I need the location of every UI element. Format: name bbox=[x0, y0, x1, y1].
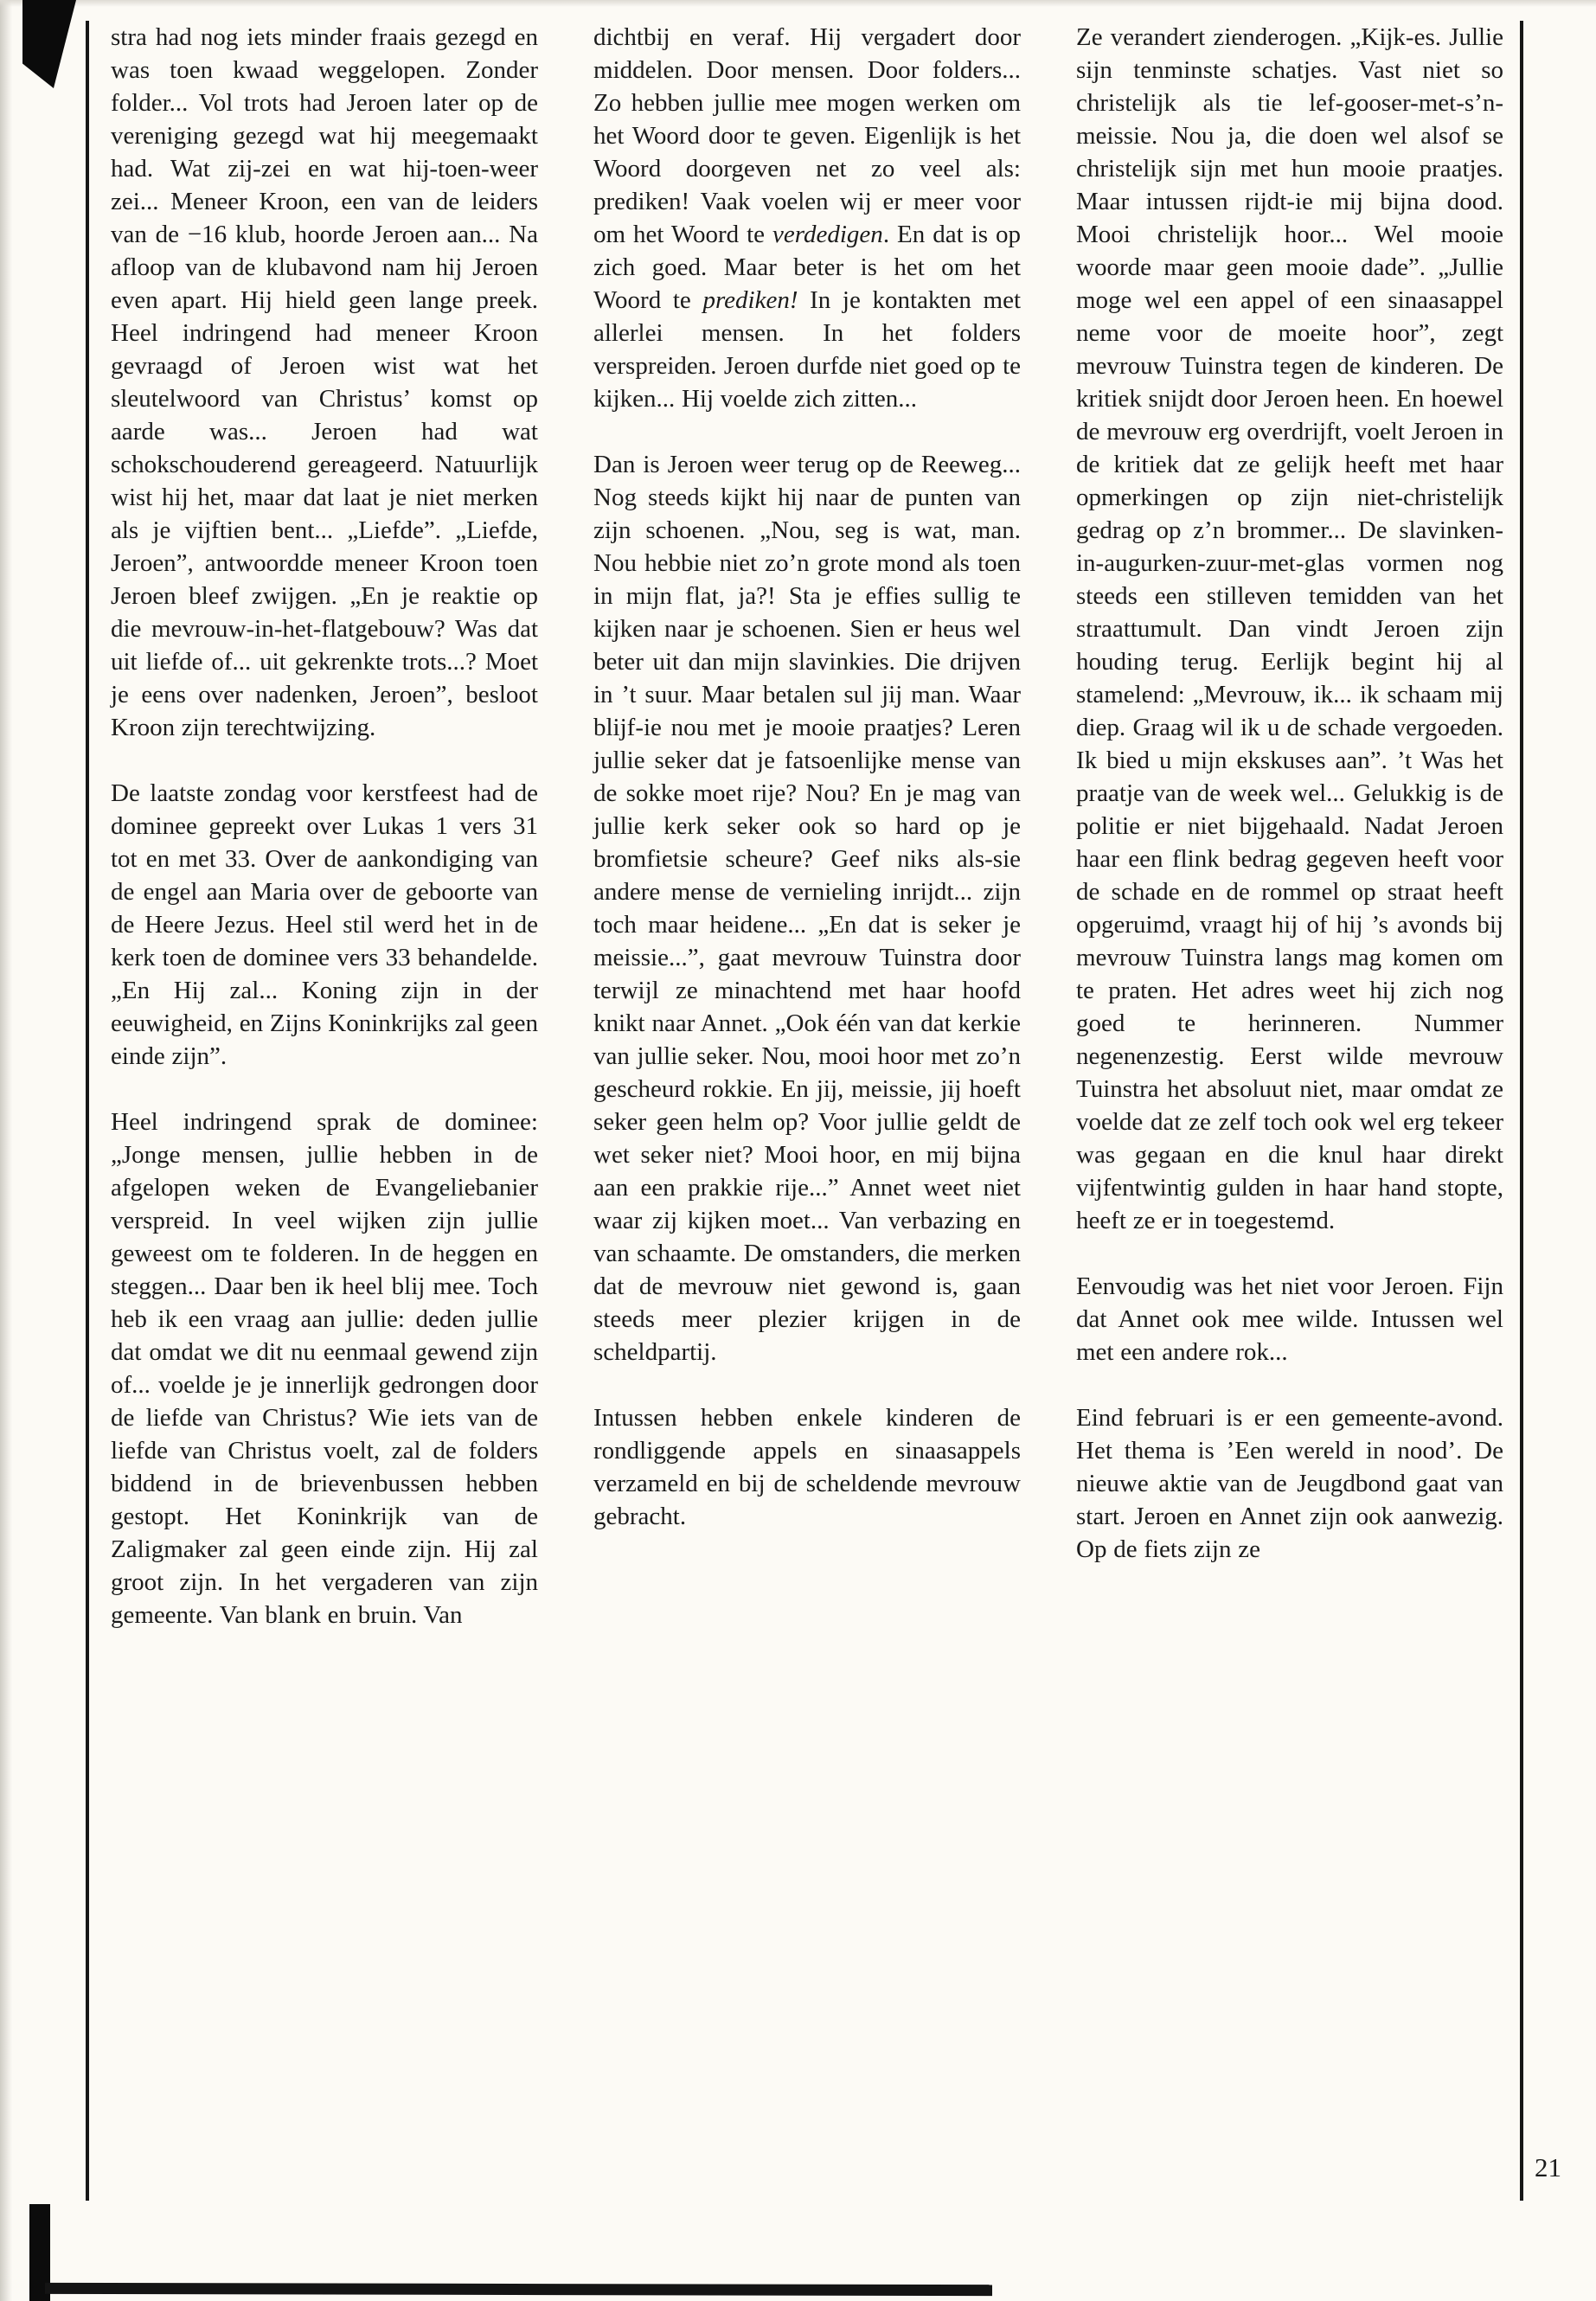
paragraph: stra had nog iets minder fraais gezegd en was toen kwaad weggelopen. Zonder folder... Vol trots had Jeroen later op de vereniging gezegd wat hij meegemaakt had. Wat zij-zei en wat hij-toen-weer zei... Meneer Kroon, een van de leiders van de −16 klub, hoorde Jeroen aan... Na afloop van de klubavond nam hij Jeroen even apart. Hij hield geen lange preek. Heel indringend had meneer Kroon gevraagd of Jeroen wist wat het sleutelwoord van Christus’ komst op aarde was... Jeroen had wat schokschouderend gereageerd. Natuurlijk wist hij het, maar dat laat je niet merken als je vijftien bent... „Liefde”. „Liefde, Jeroen”, antwoordde meneer Kroon toen Jeroen bleef zwijgen. „En je reaktie op die mevrouw-in-het-flatgebouw? Was dat uit liefde of... uit gekrenkte trots...? Moet je eens over nadenken, Jeroen”, besloot Kroon zijn terechtwijzing. bbox=[111, 23, 538, 741]
paragraph: Ze verandert zienderogen. „Kijk-es. Jullie sijn tenminste schatjes. Vast niet so christelijk als tie lef-gooser-met-s’n-meissie. Nou ja, die doen wel alsof se christelijk sijn met hun mooie praatjes. Maar intussen rijdt-ie mij bijna dood. Mooi christelijk hoor... Wel mooie woorde maar geen mooie dade”. „Jullie moge wel een appel of een sinaasappel neme voor de moeite hoor”, zegt mevrouw Tuinstra tegen de kinderen. De kritiek snijdt door Jeroen heen. En hoewel de mevrouw erg overdrijft, voelt Jeroen in de kritiek dat ze gelijk heeft met haar opmerkingen op zijn niet-christelijk gedrag op z’n brommer... De slavinken-in-augurken-zuur-met-glas vormen nog steeds een stilleven temidden van het straattumult. Dan vindt Jeroen zijn houding terug. Eerlijk begint hij al stamelend: „Mevrouw, ik... ik schaam mij diep. Graag wil ik u de schade vergoeden. Ik bied u mijn ekskuses aan”. ’t Was het praatje van de week wel... Gelukkig is de politie er niet bijgehaald. Nadat Jeroen haar een flink bedrag gegeven heeft voor de schade en de rommel op straat heeft opgeruimd, vraagt hij of hij ’s avonds bij mevrouw Tuinstra langs mag komen om te praten. Het adres weet hij zich nog goed te herinneren. Nummer negenenzestig. Eerst wilde mevrouw Tuinstra het absoluut niet, maar omdat ze voelde dat ze zelf toch ook wel erg tekeer was gegaan en die knul haar direkt vijfentwintig gulden in haar hand stopte, heeft ze er in toegestemd. bbox=[1076, 23, 1503, 1234]
paragraph: dichtbij en veraf. Hij vergadert door middelen. Door mensen. Door folders... Zo hebben jullie mee mogen werken om het Woord door te geven. Eigenlijk is het Woord doorgeven net zo veel als: prediken! Vaak voelen wij er meer voor om het Woord te verdedigen. En dat is op zich goed. Maar beter is het om het Woord te prediken! In je kontakten met allerlei mensen. In het folders verspreiden. Jeroen durfde niet goed op te kijken... Hij voelde zich zitten... bbox=[593, 23, 1021, 413]
text-column-2 bbox=[593, 21, 1021, 1631]
text-column-1 bbox=[111, 21, 538, 1631]
paragraph: Intussen hebben enkele kinderen de rondliggende appels en sinaasappels verzameld en bij de scheldende mevrouw gebracht. bbox=[593, 1404, 1021, 1530]
text-columns bbox=[111, 21, 1505, 1631]
paragraph: Dan is Jeroen weer terug op de Reeweg... Nog steeds kijkt hij naar de punten van zijn schoenen. „Nou, seg is wat, man. Nou hebbie niet zo’n grote mond als toen in mijn flat, ja?! Sta je effies sullig te kijken naar je schoenen. Sien er heus wel beter uit dan mijn slavinkies. Die drijven in ’t suur. Maar betalen sul jij man. Waar blijf-ie nou met je mooie praatjes? Leren jullie seker dat je fatsoenlijke mense van de sokke moet rije? Nou? En je mag van jullie kerk seker ook so hard op je bromfietsie scheure? Geef niks als-sie andere mense de vernieling inrijdt... zijn toch maar heidene... „En dat is seker je meissie...”, gaat mevrouw Tuinstra door terwijl ze minachtend met haar hoofd knikt naar Annet. „Ook één van dat kerkie van jullie seker. Nou, mooi hoor met zo’n gescheurd rokkie. En jij, meissie, jij hoeft seker geen helm op? Voor jullie geldt de wet seker niet? Mooi hoor, en mij bijna aan een prakkie rije...” Annet weet niet waar zij kijken moet... Van verbazing en van schaamte. De omstanders, die merken dat de mevrouw niet gewond is, gaan steeds meer plezier krijgen in de scheldpartij. bbox=[593, 451, 1021, 1366]
left-vertical-rule bbox=[86, 21, 89, 2201]
page-number: 21 bbox=[1535, 2152, 1561, 2182]
scan-bottom-bar-artifact bbox=[45, 2283, 992, 2296]
paragraph: De laatste zondag voor kerstfeest had de dominee gepreekt over Lukas 1 vers 31 tot en met 33. Over de aankondiging van de engel aan Maria over de geboorte van de Heere Jezus. Heel stil werd het in de kerk toen de dominee vers 33 behandelde. „En Hij zal... Koning zijn in der eeuwigheid, en Zijns Koninkrijks zal geen einde zijn”. bbox=[111, 779, 538, 1070]
paragraph: Eenvoudig was het niet voor Jeroen. Fijn dat Annet ook mee wilde. Intussen wel met een andere rok... bbox=[1076, 1272, 1503, 1366]
scan-edge-shadow-top bbox=[0, 0, 1596, 7]
text-column-3 bbox=[1076, 21, 1503, 1631]
right-vertical-rule bbox=[1520, 21, 1523, 2201]
scan-edge-shadow-left bbox=[0, 0, 12, 2301]
paragraph: Eind februari is er een gemeente-avond. Het thema is ’Een wereld in nood’. De nieuwe aktie van de Jeugdbond gaat van start. Jeroen en Annet zijn ook aanwezig. Op de fiets zijn ze bbox=[1076, 1404, 1503, 1563]
scan-corner-artifact bbox=[22, 0, 76, 88]
paragraph: Heel indringend sprak de dominee: „Jonge mensen, jullie hebben in de afgelopen weken de Evangeliebanier verspreid. In veel wijken zijn jullie geweest om te folderen. In de heggen en steggen... Daar ben ik heel blij mee. Toch heb ik een vraag aan jullie: deden jullie dat omdat we dit nu eenmaal gewend zijn of... voelde je je innerlijk gedrongen door de liefde van Christus? Wie iets van de liefde van Christus voelt, zal de folders biddend in de brievenbussen hebben gestopt. Het Koninkrijk van de Zaligmaker zal geen einde zijn. Hij zal groot zijn. In het vergaderen van zijn gemeente. Van blank en bruin. Van bbox=[111, 1108, 538, 1629]
